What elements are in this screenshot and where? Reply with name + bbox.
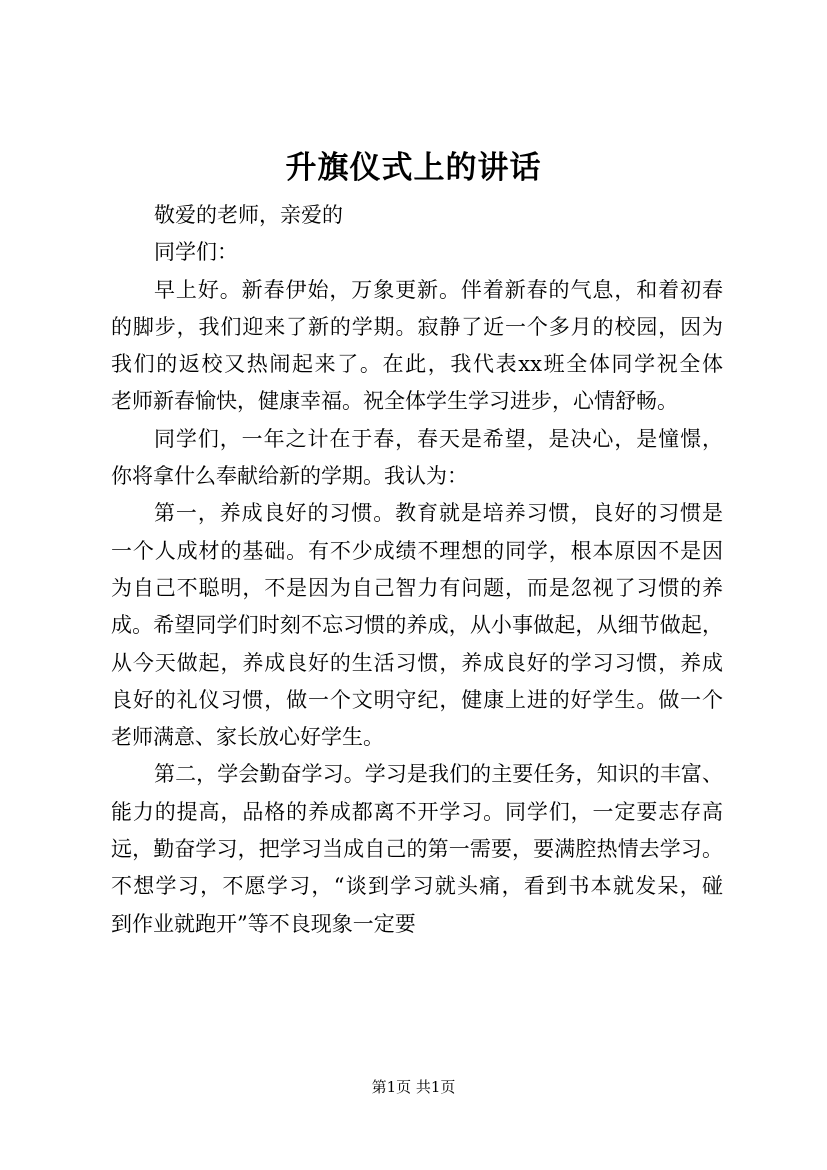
paragraph-line: 一个人成材的基础。有不少成绩不理想的同学，根本原因不是因 xyxy=(111,538,723,563)
paragraph-line: 不想学习，不愿学习，“谈到学习就头痛，看到书本就发呆，碰 xyxy=(111,874,723,899)
paragraph-line: 我们的返校又热闹起来了。在此，我代表xx班全体同学祝全体 xyxy=(111,352,723,377)
paragraph-line: 能力的提高，品格的养成都离不开学习。同学们，一定要志存高 xyxy=(111,799,723,824)
salutation-line: 敬爱的老师，亲爱的 xyxy=(154,203,343,227)
document-title: 升旗仪式上的讲话 xyxy=(285,150,542,186)
paragraph-line: 到作业就跑开”等不良现象一定要 xyxy=(111,911,416,936)
page-number-footer: 第1页 共1页 xyxy=(371,1078,456,1096)
paragraph-line: 老师新春愉快，健康幸福。祝全体学生学习进步，心情舒畅。 xyxy=(111,389,678,414)
paragraph-line: 成。希望同学们时刻不忘习惯的养成，从小事做起，从细节做起， xyxy=(111,613,723,638)
paragraph-line: 同学们，一年之计在于春，春天是希望，是决心，是憧憬， xyxy=(154,426,723,451)
salutation-line: 同学们： xyxy=(154,240,238,265)
paragraph-line: 为自己不聪明，不是因为自己智力有问题，而是忽视了习惯的养 xyxy=(111,575,723,600)
paragraph-line: 老师满意、家长放心好学生。 xyxy=(111,725,384,750)
paragraph-line: 的脚步，我们迎来了新的学期。寂静了近一个多月的校园，因为 xyxy=(111,314,723,339)
paragraph-line: 良好的礼仪习惯，做一个文明守纪，健康上进的好学生。做一个 xyxy=(111,687,723,712)
paragraph-line: 你将拿什么奉献给新的学期。我认为： xyxy=(111,464,468,489)
document-body xyxy=(111,197,723,943)
paragraph-line: 早上好。新春伊始，万象更新。伴着新春的气息，和着初春 xyxy=(154,277,723,302)
paragraph-line: 远，勤奋学习，把学习当成自己的第一需要，要满腔热情去学习。 xyxy=(111,837,723,862)
paragraph-line: 从今天做起，养成良好的生活习惯，养成良好的学习习惯，养成 xyxy=(111,650,723,675)
paragraph-line: 第二，学会勤奋学习。学习是我们的主要任务，知识的丰富、 xyxy=(154,762,723,787)
paragraph-line: 第一，养成良好的习惯。教育就是培养习惯，良好的习惯是 xyxy=(154,501,723,526)
